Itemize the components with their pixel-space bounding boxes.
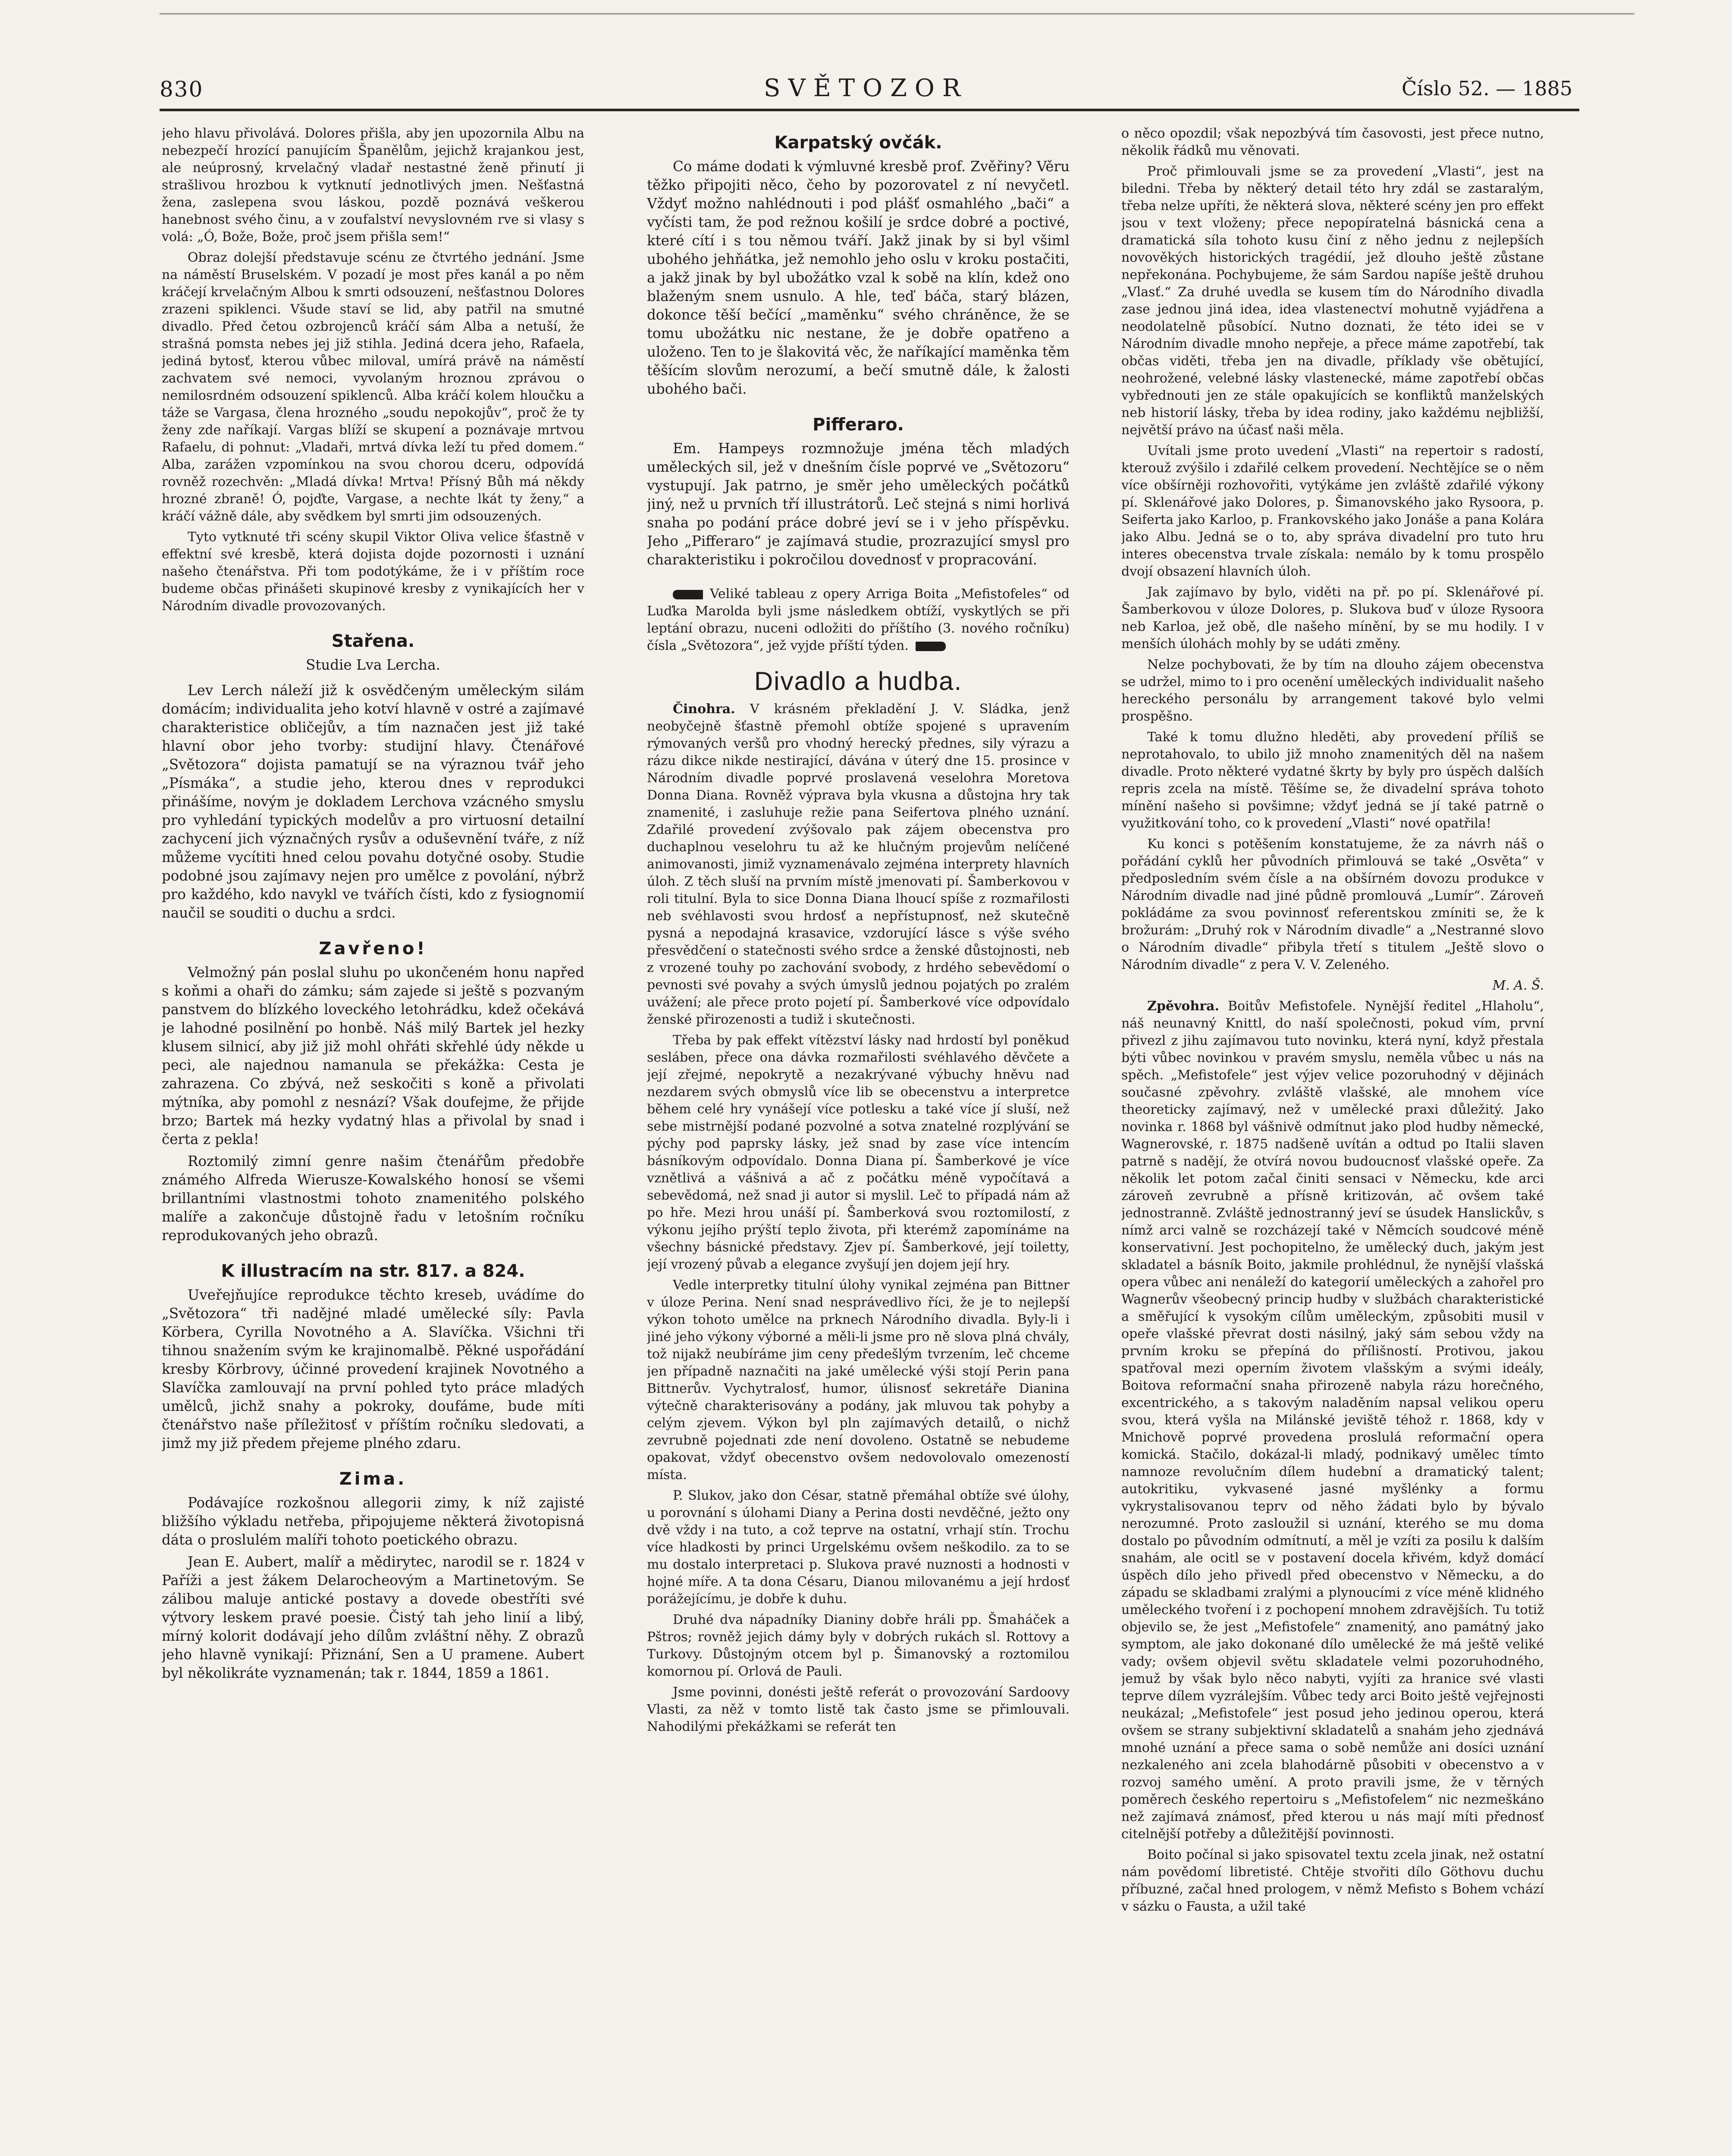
pointing-hand-icon	[673, 590, 703, 599]
paragraph: Co máme dodati k výmluvné kresbě prof. Zvěřiny? Věru těžko připojiti něco, čeho by pozorovatel z ní nevyčetl. Vždyť možno nahlédnouti i pod plášť osmahlého „bači“ a vyčísti tam, že pod režnou košilí je srdce dobré a poctivé, které cítí i s tou němou tváří. Jakž jinak by si byl všiml ubohého jehňátka, jež nemohlo jeho oslu v kroku postačiti, a jakž jinak by byl ubožátko vzal k sobě na klín, kdež ono blaženým snem usnulo. A hle, teď báča, starý blázen, dokonce těší bečící „maměnku“ svého chráněnce, že se tomu ubožátku nic nestane, že je dobře opatřeno a uloženo. Ten to je šlakovitá věc, že naříkající maměnka těm těšícím slovům nerozumí, a bečí smutně dále, k žalosti ubohého bači.	[647, 158, 1070, 397]
paragraph-text: V krásném překladění J. V. Sládka, jenž neobyčejně šťastně přemohl obtíže spojené s upravením rýmovaných veršů pro vhodný herecký přednes, sily výrazu a rázu dikce nikde nestirající, dávána v úterý dne 15. prosince v Národním divadle poprvé proslavená veselohra Moretova Donna Diana. Rovněž výprava byla vkusna a důstojna hry tak znamenité, i zasluhuje režie pana Seifertova plného uznání. Zdařilé provedení zvýšovalo pak zájem obecenstva pro duchaplnou veselohru tu až ke hlučným projevům nelíčené animovanosti, jimiž vyznamenávalo zejména interprety hlavních úloh. Z těch sluší na prvním místě jmenovati pí. Šamberkovou v roli titulní. Byla to sice Donna Diana lhoucí spíše z rozmařilosti neb svéhlavosti svou hrdosť a nepřístupnosť, než skutečně pysná a nepodajná krasavice, vzdorující lásce s výše svého přesvědčení o statečnosti svého srdce a ženské důstojnosti, neb z vrozené touhy po zachování svobody, z hrdého sebevědomí o pevnosti své povahy a svých úmyslů jednou pojatých po zralém uvážení; ale přece proto pojetí pí. Šamberkové více odpovídalo ženské přirozenosti a tudiž i skutečnosti.	[647, 702, 1070, 1027]
paragraph: P. Slukov, jako don César, statně přemáhal obtíže své úlohy, u porovnání s úlohami Diany a Perina dosti nevděčné, ježto ony dvě vždy i na tuto, a což teprve na ostatní, vrhají stín. Trochu více hladkosti by princi Urgelskému ovšem neškodilo. za to se mu dostalo interpretaci p. Slukova pravé nuznosti a hodnosti v hojné míře. A ta dona Césaru, Dianou milovanému a její hrdosť porážejícímu, je dobře k duhu.	[647, 1488, 1070, 1607]
page-number: 830	[160, 77, 204, 102]
heading-illustrations: K illustracím na str. 817. a 824.	[221, 1261, 525, 1281]
paragraph: Podávajíce rozkošnou allegorii zimy, k níž zajisté bližšího výkladu netřeba, připojujeme některá životopisná dáta o proslulém malíři tohoto poetického obrazu.	[162, 1495, 584, 1548]
paragraph: Proč přimlouvali jsme se za provedení „Vlasti“, jest na biledni. Třeba by některý detail této hry zdál se zastaralým, třeba nelze upříti, že některá slova, některé scény jen pro effekt jsou v text vloženy; přece nepopíratelná básnická cena a dramatická síla tohoto kusu činí z něho jednu z nejlepších novověkých historických tragédií, jež dlouho ještě zůstane nepřekonána. Pochybujeme, že sám Sardou napíše ještě druhou „Vlasť.“ Za druhé uvedla se kusem tím do Národního divadla zase jednou jiná idea, idea vlastenectví mohutně vyjádřena a neodolatelně působící. Nutno doznati, že této idei se v Národním divadle mnoho nepřeje, a přece máme zapotřebí, tak občas viděti, třeba jen na divadle, příklady vše obětující, neohrožené, velebné lásky vlastenecké, máme zapotřebí občas vybřednouti jen ze stále opakujících se konfliktů manželských neb historií lásky, třeba by idea rodiny, jako každému nejbližší, největší právo na účasť naši měla.	[1121, 164, 1544, 438]
heading-divadlo: Divadlo a hudba.	[754, 667, 963, 696]
paragraph: Vedle interpretky titulní úlohy vynikal zejména pan Bittner v úloze Perina. Není snad nesprávedlivo říci, že je to nejlepší výkon tohoto umělce na prknech Národního divadla. Byly-li i jiné jeho výkony výborné a měli-li jsme pro ně slova plná chvály, tož nijakž neubíráme jim ceny předešlým tvrzením, leč chceme jen případně naznačiti na jaké umělecké výši stojí Perin pana Bittnerův. Vychytralosť, humor, úlisnosť sekretáře Dianina výtečně charakterisovány a podány, jak mluvou tak pohyby a celým zjevem. Výkon byl pln zajímavých detailů, o nichž zevrubně pojednati zde není dovoleno. Ostatně se nebudeme opakovat, vždyť obecenstvo ovšem nedovolovalo omezeností místa.	[647, 1278, 1070, 1482]
paragraph: Uvítali jsme proto uvedení „Vlasti“ na repertoir s radostí, kterouž zvýšilo i zdařilé celkem provedení. Nechtějíce se o něm více obšírněji rozhovořiti, vytýkáme jen zvláště zdařilé výkony pí. Sklenářové jako Dolores, p. Šimanovského jako Rysoora, p. Seiferta jako Karloo, p. Frankovského jako Jonáše a pana Kolára jako Albu. Jedná se o to, aby správa divadelní pro tuto hru interes obecenstva trvale získala: nemálo by k tomu prospělo dvojí obsazení hlavních úloh.	[1121, 443, 1544, 579]
heading-ovcak: Karpatský ovčák.	[774, 133, 942, 153]
paragraph: o něco opozdil; však nepozbývá tím časovosti, jest přece nutno, několik řádků mu věnovati.	[1121, 126, 1544, 158]
paragraph: Také k tomu dlužno hleděti, aby provedení příliš se neprotahovalo, to ubilo již mnoho znamenitých děl na našem divadle. Proto některé vydatné škrty by byly pro úspěch dalších repris zcela na místě. Těšíme se, že divadelní správa tohoto mínění našeho si povšimne; vždyť jedná se jí také patrně o využitkování toho, co k provedení „Vlasti“ nové opatřila!	[1121, 730, 1544, 831]
column-right	[1121, 125, 1544, 2156]
paragraph: Uveřejňujíce reprodukce těchto kreseb, uvádíme do „Světozora“ tři nadějné mladé umělecké síly: Pavla Körbera, Cyrilla Novotného a A. Slavíčka. Všichni tři tihnou snažením svým ke krajinomalbě. Pěkné uspořádání kresby Körbrovy, účinné provedení krajinek Novotného a Slavíčka zamlouvají na první pohled tyto práce mladých umělců, jichž snahy a pokroky, doufáme, bude míti čtenářstvo naše příležitosť v příštím ročníku sledovati, a jimž my již předem přejeme plného zdaru.	[162, 1287, 584, 1451]
paragraph: Jean E. Aubert, malíř a mědirytec, narodil se r. 1824 v Paříži a jest žákem Delarocheovým a Martinetovým. Se zálibou maluje antické postavy a dovede obestříti své výtvory leskem pravé poesie. Čistý tah jeho linií a libý, mírný kolorit dodávají jeho dílům zvláštní něhy. Z obrazů jeho hlavně vynikají: Přiznání, Sen a U pramene. Aubert byl několikráte vyznamenán; tak r. 1844, 1859 a 1861.	[162, 1554, 584, 1681]
paragraph: Obraz dolejší představuje scénu ze čtvrtého jednání. Jsme na náměstí Bruselském. V pozadí je most přes kanál a po něm kráčejí krvelačným Albou k smrti odsouzení, nešťastnou Dolores zrazeni spiklenci. Všude staví se lid, aby patřil na smutné divadlo. Před četou ozbrojenců kráčí sám Alba a netuší, že strašná pomsta nebes jej již stihla. Jediná dcera jeho, Rafaela, jediná bytosť, kterou vůbec miloval, umírá právě na náměstí zachvatem své nemoci, vyvolaným hroznou zprávou o nemilosrdném odsouzení spiklenců. Alba kráčí kolem hloučku a táže se Vargasa, člena hrozného „soudu nepokojův“, proč že ty ženy zde naříkají. Vargas blíží se skupení a poznávaje mrtvou Rafaelu, di pohnut: „Vladaři, mrtvá dívka leží tu před domem.“ Alba, zarážen vzpomínkou na svou chorou dceru, odpovídá rovněž rozechvěn: „Mladá dívka! Mrtva! Přísný Bůh má někdy hrozné zbraně! Ó, pojďte, Vargase, a nechte lkát ty ženy,“ a kráčí vážně dále, aby svědkem byl smrti jim odsouzených.	[162, 250, 584, 524]
paragraph: Boito počínal si jako spisovatel textu zcela jinak, než ostatní nám povědomí libretisté. Chtěje stvořiti dílo Göthovu duchu příbuzné, začal hned prologem, v němž Mefisto s Bohem vchází v sázku o Fausta, a užil také	[1121, 1847, 1544, 1914]
paragraph: Lev Lerch náleží již k osvědčeným uměleckým silám domácím; individualita jeho kotví hlavně v ostré a zajímavé charakteristice obličejův, a tím naznačen jest již také hlavní obor jeho tvorby: studijní hlavy. Čtenářové „Světozora“ dojista pamatují se na výraznou tvář jeho „Písmáka“, a studie jeho, kterou dnes v reprodukci přinášíme, novým je dokladem Lerchova vzácného smyslu pro vyhledání typických modelův a pro virtuosní detailní zachycení jich význačných rysův a oduševnění tváře, z níž můžeme vycítiti hned celou povahu dotyčné osoby. Studie podobné jsou zajímavy nejen pro umělce z povolání, nýbrž pro každého, kdo navykl ve tvářích čísti, kdo z fysiognomií naučil se souditi o duchu a srdci.	[162, 682, 584, 921]
paragraph: Tyto vytknuté tři scény skupil Viktor Oliva velice šťastně v effektní své kresbě, která dojista dojde pozornosti i uznání našeho čtenářstva. Při tom podotýkáme, že i v příštím roce budeme občas přinášeti skupinové kresby z vynikajících her v Národním divadle provozovaných.	[162, 530, 584, 614]
paragraph: jeho hlavu přivolává. Dolores přišla, aby jen upozornila Albu na nebezpečí hrozící panujícím Španělům, jejichž krajankou jest, ale neúprosný, krvelačný vladař nestastné ženě přinutí ji strašlivou hrozbou k vytknutí jednotlivých jmen. Nešťastná žena, zaslepena svou láskou, pozdě poznává veškerou hanebnost svého činu, a v zoufalství nevyslovném rve si vlasy s volá: „Ó, Bože, Bože, proč jsem přišla sem!“	[162, 126, 584, 244]
paragraph	[647, 701, 1070, 1028]
paragraph: Třeba by pak effekt vítězství lásky nad hrdostí byl poněkud sesláben, přece ona dávka rozmařilosti svéhlavého děvčete a její zřejmé, nepokrytě a nezakrývané výbuchy hněvu nad nezdarem svých obmyslů více lib se obecenstvu a interpretce během celé hry vynášejí více potlesku a také více jí sluší, než sebe mistrnější podané pozvolné a sotva znatelné rozplývání se pýchy pod paprsky lásky, jež snad by zase více intencím básníkovým odpovídalo. Donna Diana pí. Šamberkové je více vznětlivá a vášnivá a ač z počátku méně vypočítavá a sebevědomá, než snad ji autor si myslil. Leč to případá nám až po hře. Mezi hrou unáší pí. Šamberková svou roztomilostí, z výkonu jejího prýští teplo života, při kterémž zapomínáme na všechny básnické představy. Zjev pí. Šamberkové, její toiletty, její vrozený půvab a elegance zvyšují jen dojem její hry.	[647, 1033, 1070, 1272]
paragraph: Druhé dva nápadníky Dianiny dobře hráli pp. Šmaháček a Pštros; rovněž jejich dámy byly v dobrých rukách sl. Rottovy a Turkovy. Důstojným otcem byl p. Šimanovský a roztomilou komornou pí. Orlová de Pauli.	[647, 1612, 1070, 1679]
signature: M. A. Š.	[1492, 978, 1544, 993]
subheading: Studie Lva Lercha.	[306, 657, 440, 673]
paragraph: Jak zajímavo by bylo, viděti na př. po pí. Sklenářové pí. Šamberkovou v úloze Dolores, p. Slukova buď v úloze Rysoora neb Karloa, jež obě, dle našeho mínění, by se mu hodily. I v menších úlohách mohly by se udáti změny.	[1121, 585, 1544, 652]
heading-zima: Zima.	[339, 1469, 407, 1489]
top-edge-line	[160, 13, 1635, 15]
paragraph: Jsme povinni, donésti ještě referát o provozování Sardoovy Vlasti, za něž v tomto listě tak často jsme se přimlouvali. Nahodilými překážkami se referát ten	[647, 1685, 1070, 1734]
heading-zavreno: Zavřeno!	[319, 939, 427, 959]
notice-text: Veliké tableau z opery Arriga Boita „Mefistofeles“ od Luďka Marolda byli jsme následkem obtíží, vyskytlých se při leptání obrazu, nuceni odložiti do příštího (3. nového ročníku) čísla „Světozora“, jež vyjde příští týden.	[647, 586, 1070, 653]
heading-starena: Stařena.	[331, 631, 415, 651]
section-label: Činohra.	[673, 702, 735, 717]
paragraph: Ku konci s potěšením konstatujeme, že za návrh náš o pořádání cyklů her původních přimlouvá se také „Osvěta“ v předposledním svém čísle a na obšírném dovozu produkce v Národním divadle nad jiné půdně promlouvá „Lumír“. Zároveň pokládáme za svou povinnosť referentskou zmíniti se, že k brožurám: „Druhý rok v Národním divadle“ a „Nestranné slovo o Národním divadle“ přibyla třetí s titulem „Ještě slovo o Národním divadle“ z pera V. V. Zeleného.	[1121, 837, 1544, 972]
paragraph	[1121, 998, 1544, 1843]
paragraph-text: Boitův Mefistofele. Nynější ředitel „Hlaholu“, náš neunavný Knittl, do naší společnosti, pokud vím, první přivezl z jihu zajímavou tuto novinku, která nyní, když přestala býti vůbec novinkou v pravém smyslu, neměla vůbec u nás na spěch. „Mefistofele“ jest výjev velice pozoruhodný v dějinách současné zpěvohry. zvláště vlašské, ale mnohem více theoreticky zajímavý, než v umělecké praxi důležitý. Jako novinka r. 1868 byl vášnivě odmítnut jako plod hudby německé, Wagnerovské, r. 1875 nadšeně uvítán a odtud po Italii slaven patrně s nadějí, že otvírá novou budoucnosť vlašské opeře. Za několik let potom začal činiti sensaci v Německu, kde arci zároveň zevrubně a přísně kritizován, ač ovšem také jednostranně. Zvláště jednostranný jeví se úsudek Hanslickův, s nímž arci valně se rozcházejí také v Němcích soudcové méně konservativní. Jest pochopitelno, že umělecký duch, jakým jest skladatel a básník Boito, jakmile prohlédnul, že nynější vlašská opera vůbec ani nenáleží do kategorií uměleckých a zahořel pro Wagnerův všeobecný princip hudby v službách charakteristické a směřující k vysokým cílům uměleckým, způsobiti musil v opeře vlašské převrat dosti násilný, jaký sám sebou vždy na prvním kroku se přepíná do přílišností. Protivou, jakou spatřoval mezi operním životem vlašským a svými ideály, Boitova reformační snaha přirozeně nabyla rázu horečného, excentrického, a s takovým naladěním napsal velikou operu svou, která vyšla na Milánské jeviště téhož r. 1868, kdy v Mnichově poprvé provedena proslulá reformační opera komická. Stačilo, dokázal-li mladý, podnikavý umělec tímto namnoze revolučním dílem hudební a dramatický talent; autokritiku, vykvasené jasné myšlénky a formu vykrystalisovanou teprv od něho žádati bylo by bývalo nerozumné. Proto zasloužil si uznání, kterého se mu doma dostalo po původním odmítnutí, a měl je vzíti za posilu k dalším snahám, ale ocitl se v postavení docela křivém, když domácí úspěch dílo jeho přivedl před obecenstvo v Německu, a do západu se skladbami zralými a plynoucími z více méně klidného uměleckého tvoření i z pochopení mnohem zdravějších. Tu totiž objevilo se, že jest „Mefistofele“ znamenitý, ano památný jako symptom, ale jako dokonané dílo umělecké že má ještě veliké vady; ovšem objevil světu skladatele velmi pozoruhodného, jemuž by však bylo něco nabyti, vyjíti za hranice své vlasti teprve dílem vyzrálejším. Vůbec tedy arci Boito ještě vejřejnosti neukázal; „Mefistofele“ jest posud jeho jedinou operou, která ovšem se strany subjektivní skladatelů a snahám jeho zjednává mnohé uznání a přece sama o sobě nemůže ani dosíci uznání nezkaleného ani zcela blahodárně působiti v obecenstvo a v rozvoj samého umění. A proto pravili jsme, že v těrných poměrech českého repertoiru s „Mefistofelem“ nic nezmeškáno než zajímavá známosť, před kterou u nás mají míti přednosť citelnější potřeby a důležitější povinnosti.	[1121, 999, 1544, 1842]
masthead-title: SVĚTOZOR	[764, 74, 968, 102]
section-label: Zpěvohra.	[1147, 999, 1219, 1014]
column-middle	[647, 125, 1070, 2156]
notice	[647, 586, 1070, 655]
paragraph: Em. Hampeys rozmnožuje jména těch mladých uměleckých sil, jež v dnešním čísle poprvé ve „Světozoru“ vystupují. Jak patrno, je směr jeho uměleckých počátků jiný, než u prvních tří illustrátorů. Leč stejná s nimi horlivá snaha po podání práce dobré jeví se i v jeho příspěvku. Jeho „Pifferaro“ je zajímavá studie, prozrazující smysl pro charakteristiku i pokročilou dovednosť v propracování.	[647, 440, 1070, 568]
column-left	[162, 125, 584, 2156]
pointing-hand-icon	[916, 642, 946, 651]
header-rule	[160, 109, 1579, 111]
issue-number: Číslo 52. — 1885	[1401, 77, 1572, 100]
paragraph: Roztomilý zimní genre našim čtenářům předobře známého Alfreda Wierusze-Kowalského honosí se všemi brillantními vlastnostmi tohoto znamenitého polského malíře a zakončuje důstojně řadu v letošním ročníku reprodukovaných jeho obrazů.	[162, 1153, 584, 1244]
paragraph: Nelze pochybovati, že by tím na dlouho zájem obecenstva se udržel, mimo to i pro ocenění uměleckých individualit našeho hereckého personálu by arrangement takové bylo velmi prospěšno.	[1121, 657, 1544, 724]
heading-pifferaro: Pifferaro.	[813, 415, 904, 435]
paragraph: Velmožný pán poslal sluhu po ukončeném honu napřed s koňmi a ohaři do zámku; sám zajede si ještě s pozvaným panstvem do blízkého loveckého letohrádku, kdež očekává je lahodné posilnění po honbě. Náš milý Bartek jel hezky klusem silnicí, aby již již mohl ohřáti skřehlé údy někde u peci, ale najednou namanula se překážka: Cesta je zahrazena. Co zbývá, než seskočiti s koně a přivolati mýtníka, aby pomohl z nesnází? Však doufejme, že přijde brzo; Bartek má hezky vydatný hlas a přivolal by snad i čerta z pekla!	[162, 964, 584, 1147]
